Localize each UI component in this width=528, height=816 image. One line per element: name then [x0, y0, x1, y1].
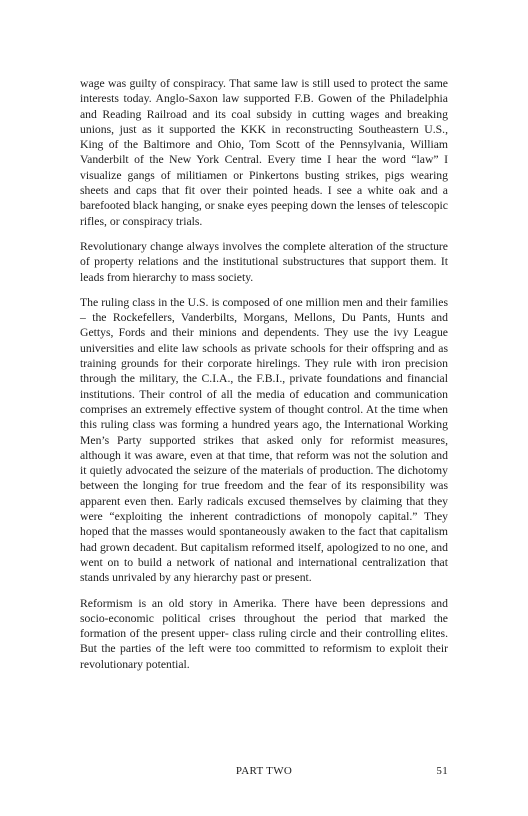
paragraph-revolutionary-change: Revolutionary change always involves the complete alteration of the structure of property relations and the institutional substructures that support them. It leads from hierarchy to mass society. — [80, 239, 448, 284]
paragraph-reformism: Reformism is an old story in Amerika. There have been depressions and socio-economic political crises throughout the period that marked the formation of the present upper- class ruling circle and their controlling elites. But the parties of the left were too committed to reformism to exploit their revolutionary potential. — [80, 596, 448, 671]
page-footer — [80, 765, 448, 781]
running-head: PART TWO — [235, 765, 293, 777]
page-body — [80, 76, 448, 682]
paragraph-ruling-class: The ruling class in the U.S. is composed of one million men and their families – the Rockefellers, Vanderbilts, Morgans, Mellons, Du Pants, Hunts and Gettys, Fords and their minions and dependents. They use the ivy League universities and elite law schools as private schools for their offspring and as training grounds for their corporate hirelings. They rule with iron precision through the military, the C.I.A., the F.B.I., private foundations and financial institutions. Their control of all the media of education and communication comprises an extremely effective system of thought control. At the time when this ruling class was forming a hundred years ago, the International Working Men’s Party supported strikes that asked only for reformist measures, although it was aware, even at that time, that reform was not the solution and it quietly advocated the seizure of the materials of production. The dichotomy between the longing for true freedom and the fear of its responsibility was apparent even then. Early radicals excused themselves by claiming that they were “exploiting the inherent contradictions of monopoly capital.” They hoped that the masses would spontaneously awaken to the fact that capitalism had grown decadent. But capitalism reformed itself, apologized to no one, and went on to build a network of national and international centralization that stands unrivaled by any hierarchy past or present. — [80, 295, 448, 585]
paragraph-law: wage was guilty of conspiracy. That same law is still used to protect the same interests today. Anglo-Saxon law supported F.B. Gowen of the Philadelphia and Reading Railroad and its coal subsidy in cutting wages and breaking unions, just as it supported the KKK in reconstructing Southeastern U.S., King of the Baltimore and Ohio, Tom Scott of the Pennsylvania, William Vanderbilt of the New York Central. Every time I hear the word “law” I visualize gangs of militiamen or Pinkertons busting strikes, pigs wearing sheets and caps that fit over their pointed heads. I see a white oak and a barefooted black hanging, or snake eyes peeping down the lenses of telescopic rifles, or conspiracy trials. — [80, 77, 448, 228]
page-number: 51 — [436, 765, 448, 777]
